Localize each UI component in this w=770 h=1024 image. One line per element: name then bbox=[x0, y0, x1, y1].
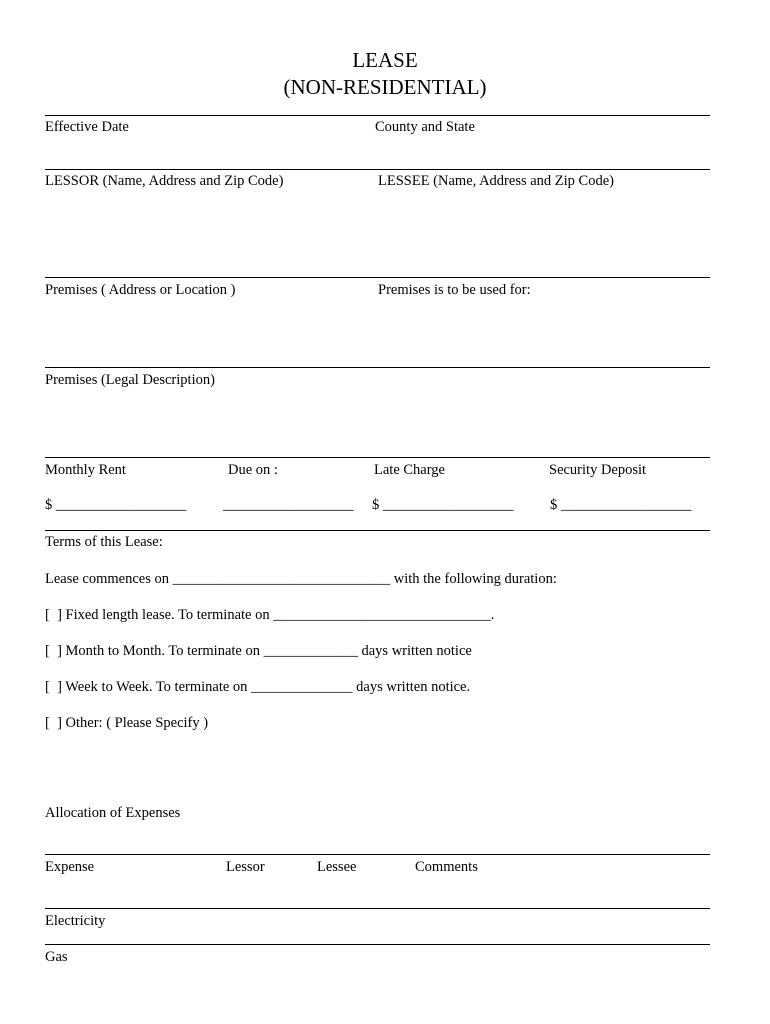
premises-legal-line[interactable] bbox=[45, 367, 710, 368]
terms-line bbox=[45, 530, 710, 531]
expense-column-header: Expense bbox=[45, 859, 95, 875]
comments-column-header: Comments bbox=[415, 859, 478, 875]
week-to-week-option[interactable]: [ ] Week to Week. To terminate on ______________ days written notice. bbox=[45, 679, 471, 695]
lessee-column-header: Lessee bbox=[317, 859, 357, 875]
lessor-label: LESSOR (Name, Address and Zip Code) bbox=[45, 173, 284, 189]
expense-row-gas: Gas bbox=[45, 949, 68, 965]
month-to-month-option[interactable]: [ ] Month to Month. To terminate on _____________ days written notice bbox=[45, 643, 472, 659]
late-charge-label: Late Charge bbox=[374, 462, 445, 478]
document-subtitle: (NON-RESIDENTIAL) bbox=[283, 75, 487, 99]
lessee-label: LESSEE (Name, Address and Zip Code) bbox=[378, 173, 614, 189]
expenses-heading: Allocation of Expenses bbox=[45, 805, 181, 821]
county-state-label: County and State bbox=[375, 119, 475, 135]
late-charge-field[interactable]: $ __________________ bbox=[372, 497, 514, 513]
security-deposit-label: Security Deposit bbox=[549, 462, 647, 478]
table-row-line bbox=[45, 908, 710, 909]
premises-address-label: Premises ( Address or Location ) bbox=[45, 282, 236, 298]
other-option[interactable]: [ ] Other: ( Please Specify ) bbox=[45, 715, 209, 731]
terms-heading: Terms of this Lease: bbox=[45, 534, 163, 550]
lessor-lessee-line[interactable] bbox=[45, 169, 710, 170]
effective-date-label: Effective Date bbox=[45, 119, 129, 135]
premises-use-label: Premises is to be used for: bbox=[378, 282, 531, 298]
due-on-label: Due on : bbox=[228, 462, 278, 478]
fixed-length-option[interactable]: [ ] Fixed length lease. To terminate on ______________________________. bbox=[45, 607, 495, 623]
table-row-line bbox=[45, 944, 710, 945]
security-deposit-field[interactable]: $ __________________ bbox=[550, 497, 692, 513]
expense-row-electricity: Electricity bbox=[45, 913, 106, 929]
premises-address-line[interactable] bbox=[45, 277, 710, 278]
document-title: LEASE bbox=[352, 48, 418, 72]
due-on-field[interactable]: __________________ bbox=[223, 497, 354, 513]
lease-commences-field[interactable]: Lease commences on ______________________________ with the following duration: bbox=[45, 571, 557, 587]
expenses-header-line bbox=[45, 854, 710, 855]
monthly-rent-field[interactable]: $ __________________ bbox=[45, 497, 187, 513]
monthly-rent-label: Monthly Rent bbox=[45, 462, 126, 478]
premises-legal-label: Premises (Legal Description) bbox=[45, 372, 215, 388]
payment-line bbox=[45, 457, 710, 458]
effective-date-line[interactable] bbox=[45, 115, 710, 116]
lessor-column-header: Lessor bbox=[226, 859, 265, 875]
